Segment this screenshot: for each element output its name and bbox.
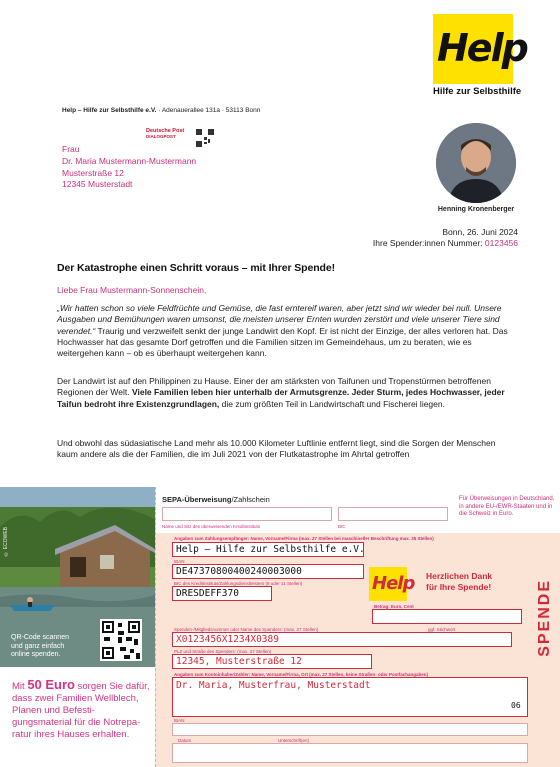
signatory-name: Henning Kronenberger	[437, 206, 515, 213]
quote-text: „Wir hatten schon so viele Feldfrüchte und Gemüse, die fast erntereif waren, aber jetzt sind wir wieder bei null. Unsere Ausgaben und Bemühungen waren umsonst, die meisten unserer Ernten wurden zerstört und viele unserer Tiere sind verendet.“	[57, 303, 502, 336]
bic-value: DRESDEFF370	[176, 588, 239, 599]
paragraph-2-b: die zum größten Teil in Landwirtschaft und Fischerei liegen.	[219, 398, 445, 409]
donation-section	[0, 487, 560, 767]
form-title-main: SEPA-Überweisung	[162, 495, 232, 504]
thanks-line: für Ihre Spende!	[426, 582, 492, 592]
sender-name: Help – Hilfe zur Selbsthilfe e.V.	[62, 107, 157, 114]
qr-text-line: QR-Code scannen	[11, 634, 69, 641]
qr-instructions	[11, 634, 69, 660]
postage-line1: Deutsche Post	[146, 128, 185, 134]
sender-line	[62, 107, 260, 114]
bic-label: BIC	[338, 524, 346, 529]
donor-no-label: Spenden-/Mitgliedsnummer oder Name des Spenders: (max. 27 Stellen)	[174, 627, 319, 632]
flood-photo	[0, 487, 155, 667]
appeal-post: sorgen Sie dafür, dass zwei Familien Wellblech, Planen und Befesti-gungsmaterial für die Notrepa-ratur ihres Hauses erhalten.	[12, 681, 150, 740]
paragraph-3: Und obwohl das südasiatische Land mehr als 10.000 Kilometer Luftlinie entfernt liegt, sind die Sorgen der Menschen kaum andere als die der Familien, die im Juli 2021 von der Flutkatastrophe im Ahrtal getroffen	[57, 438, 496, 460]
bank-label: Name und Sitz des überweisenden Kreditinstituts	[162, 524, 261, 529]
photo-credit: © ECOWEB	[3, 527, 9, 557]
iban-label: IBAN	[174, 559, 185, 564]
recipient-line: 12345 Musterstadt	[62, 179, 133, 190]
paragraph-2-bold: Viele Familien leben hier unterhalb der Armutsgrenze. Jeder Sturm, jedes Hochwasser, jeder Taifun bedroht ihre Existenzgrundlagen,	[57, 387, 505, 409]
qr-text-line: und ganz einfach	[11, 642, 65, 650]
account-holder-label: Angaben zum Kontoinhaber/Zahler: Name, Vorname/Firma, Ort (max. 27 Stellen, keine Straßen- oder Postfachangaben)	[174, 672, 428, 677]
iban-value: DE47370800400240003000	[176, 566, 302, 577]
spende-label: SPENDE	[536, 579, 553, 657]
address-value: 12345, Musterstraße 12	[176, 656, 302, 667]
recipient-line: Frau	[62, 144, 80, 154]
postage-mark	[146, 128, 184, 139]
help-stamp-logo	[369, 567, 415, 601]
signature-field[interactable]	[172, 743, 528, 763]
postage-qr-icon	[196, 129, 214, 147]
form-title	[162, 495, 270, 504]
recipient-address	[62, 144, 196, 191]
appeal-panel	[0, 667, 155, 767]
portrait-image	[436, 123, 516, 203]
stichwort-label: ggf. Stichwort	[428, 627, 456, 632]
bic-top-field[interactable]	[338, 507, 448, 521]
donor-number-label: Ihre Spender:innen Nummer:	[372, 238, 483, 248]
sender-address: · Adenauerallee 131a · 53113 Bonn	[158, 107, 261, 114]
bic2-label: BIC des Kreditinstituts/Zahlungsdienstleisters (8 oder 11 Stellen)	[174, 581, 303, 586]
thanks-line: Herzlichen Dank	[426, 571, 493, 581]
iban2-label: IBAN	[174, 718, 185, 723]
letter-meta	[373, 227, 518, 249]
form-title-suffix: /Zahlschein	[231, 495, 270, 504]
form-note: Für Überweisungen in Deutschland, in andere EU-/EWR-Staaten und in die Schweiz in Euro.	[459, 496, 555, 517]
account-holder-value: Dr. Maria, Musterfrau, Musterstadt	[176, 680, 371, 691]
appeal-amount: 50 Euro	[27, 677, 75, 692]
donor-number-line	[373, 238, 518, 249]
amount-label: Betrag: Euro, Cent	[374, 604, 414, 609]
paragraph-2-a: Der Landwirt ist auf den Philippinen zu Hause. Einer der am stärksten von Taifunen und Tropenstürmen betroffenen Regionen der Welt.	[57, 376, 491, 398]
paragraph-1-rest: Traurig und verzweifelt senkt der junge Landwirt den Kopf. Er ist nicht der Einzige, der alles verloren hat. Das Hochwasser hat das gesamte Dorf getroffen und die Familien sitzen im Gemeindehaus, um zu beraten, wie es weitergehen kann – ob es überhaupt weitergehen kann.	[57, 325, 508, 359]
recipient-line: Musterstraße 12	[62, 167, 124, 178]
recipient-value: Help – Hilfe zur Selbsthilfe e.V.	[176, 544, 365, 555]
recipient-line: Dr. Maria Mustermann-Mustermann	[62, 155, 197, 166]
help-stamp-word: Help	[372, 573, 415, 594]
sepa-transfer-form	[155, 487, 560, 767]
donor-number: 0123456	[484, 238, 518, 248]
donor-no-value: X0123456X1234X0389	[176, 634, 279, 645]
address-label: PLZ und Straße des Spenders: (max. 27 Stellen)	[174, 649, 272, 654]
paragraph-2	[57, 376, 517, 410]
paragraph-1	[57, 303, 517, 359]
payer-iban-field[interactable]	[172, 723, 528, 736]
logo-tagline: Hilfe zur Selbsthilfe	[433, 86, 522, 97]
salutation: Liebe Frau Mustermann-Sonnenschein,	[57, 285, 207, 295]
postage-line2: DIALOGPOST	[146, 134, 176, 139]
signature-label: Unterschrift(en)	[278, 738, 310, 743]
appeal-text	[12, 679, 152, 741]
thanks-text	[426, 571, 492, 593]
appeal-pre: Mit	[12, 681, 28, 692]
recipient-label: Angaben zum Zahlungsempfänger: Name, Vorname/Firma (max. 27 Stellen bei maschineller Beschriftung max. 35 Stellen)	[174, 536, 434, 541]
letter-headline: Der Katastrophe einen Schritt voraus – mit Ihrer Spende!	[57, 262, 335, 274]
help-logo	[433, 14, 527, 84]
amount-field[interactable]	[372, 609, 522, 624]
letter-date: Bonn, 26. Juni 2024	[442, 227, 518, 237]
date-label: Datum	[178, 738, 192, 743]
donation-qr-icon[interactable]	[100, 619, 142, 661]
bank-field[interactable]	[162, 507, 332, 521]
signatory-photo	[436, 123, 516, 203]
qr-text-line: online spenden.	[11, 651, 61, 658]
logo-word: Help	[437, 26, 527, 70]
form-code: 06	[511, 701, 521, 710]
